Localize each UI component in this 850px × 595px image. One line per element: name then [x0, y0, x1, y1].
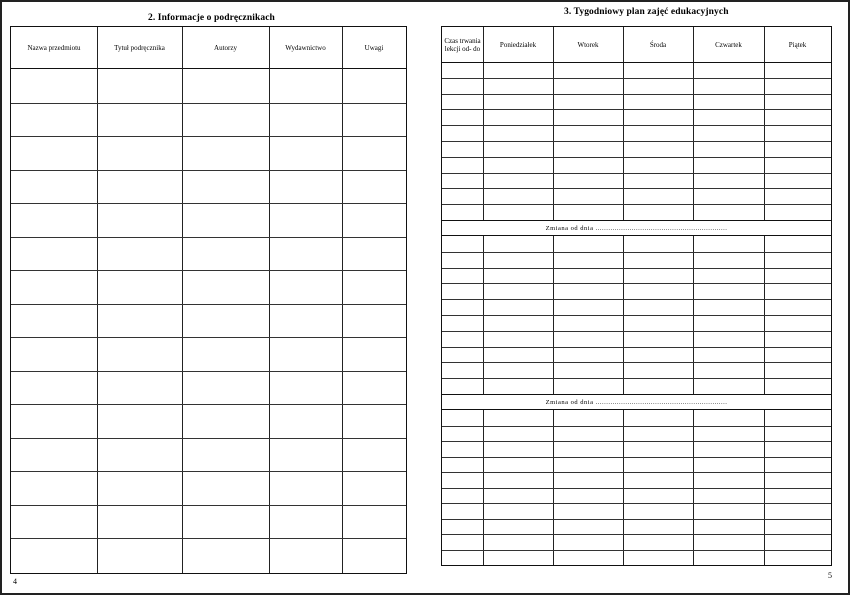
col-publisher: Wydawnictwo	[285, 44, 326, 52]
col-monday: Poniedziałek	[499, 40, 537, 49]
schedule-row-divider	[442, 157, 831, 158]
table-column-divider	[269, 27, 270, 573]
col-friday: Piątek	[788, 40, 807, 49]
table-row-divider	[11, 404, 406, 405]
col-textbook-title: Tytuł podręcznika	[114, 44, 165, 52]
table-column-divider	[764, 27, 765, 565]
schedule-change-row-2	[442, 394, 831, 410]
schedule-row-divider	[442, 457, 831, 458]
schedule-row-divider	[442, 141, 831, 142]
schedule-row-divider	[442, 315, 831, 316]
schedule-row-divider	[442, 488, 831, 489]
table-row-divider	[11, 471, 406, 472]
table-column-divider	[342, 27, 343, 573]
schedule-row-divider	[442, 204, 831, 205]
right-page-number: 5	[828, 571, 832, 580]
schedule-row-divider	[442, 94, 831, 95]
col-tuesday: Wtorek	[577, 40, 599, 49]
schedule-row-divider	[442, 519, 831, 520]
col-remarks: Uwagi	[364, 44, 384, 52]
table-row-divider	[11, 371, 406, 372]
schedule-row-divider	[442, 109, 831, 110]
table-row-divider	[11, 337, 406, 338]
table-column-divider	[97, 27, 98, 573]
table-row-divider	[11, 170, 406, 171]
col-authors: Autorzy	[214, 44, 237, 52]
table-column-divider	[553, 27, 554, 565]
schedule-row-divider	[442, 362, 831, 363]
schedule-row-divider	[442, 78, 831, 79]
schedule-row-divider	[442, 125, 831, 126]
col-thursday: Czwartek	[715, 40, 742, 49]
table-column-divider	[693, 27, 694, 565]
table-column-divider	[182, 27, 183, 573]
schedule-row-divider	[442, 503, 831, 504]
schedule-change-label-2: Zmiana od dnia ..............................................................	[545, 398, 728, 406]
table-row-divider	[11, 136, 406, 137]
right-page-title: 3. Tygodniowy plan zajęć edukacyjnych	[564, 7, 729, 17]
table-row-divider	[11, 304, 406, 305]
table-row-divider	[11, 438, 406, 439]
schedule-row-divider	[442, 472, 831, 473]
schedule-row-divider	[442, 441, 831, 442]
schedule-row-divider	[442, 283, 831, 284]
table-column-divider	[623, 27, 624, 565]
table-row-divider	[11, 103, 406, 104]
schedule-row-divider	[442, 426, 831, 427]
schedule-row-divider	[442, 378, 831, 379]
schedule-row-divider	[442, 173, 831, 174]
table-row-divider	[11, 237, 406, 238]
table-row-divider	[11, 203, 406, 204]
schedule-header-divider	[442, 62, 831, 63]
textbooks-table	[10, 26, 407, 574]
table-row-divider	[11, 538, 406, 539]
schedule-change-label-1: Zmiana od dnia ..............................................................	[545, 224, 728, 232]
schedule-row-divider	[442, 550, 831, 551]
schedule-row-divider	[442, 252, 831, 253]
col-wednesday: Środa	[649, 40, 667, 49]
schedule-row-divider	[442, 188, 831, 189]
schedule-row-divider	[442, 534, 831, 535]
table-column-divider	[483, 27, 484, 565]
left-page-title: 2. Informacje o podręcznikach	[148, 13, 275, 23]
schedule-row-divider	[442, 347, 831, 348]
table-row-divider	[11, 270, 406, 271]
col-lesson-time: Czas trwania lekcji od- do	[444, 36, 481, 53]
table-row-divider	[11, 505, 406, 506]
schedule-row-divider	[442, 268, 831, 269]
schedule-row-divider	[442, 331, 831, 332]
left-page-number: 4	[13, 577, 17, 586]
weekly-schedule-table	[441, 26, 832, 566]
col-subject-name: Nazwa przedmiotu	[27, 44, 81, 52]
schedule-row-divider	[442, 299, 831, 300]
schedule-change-row-1	[442, 220, 831, 236]
